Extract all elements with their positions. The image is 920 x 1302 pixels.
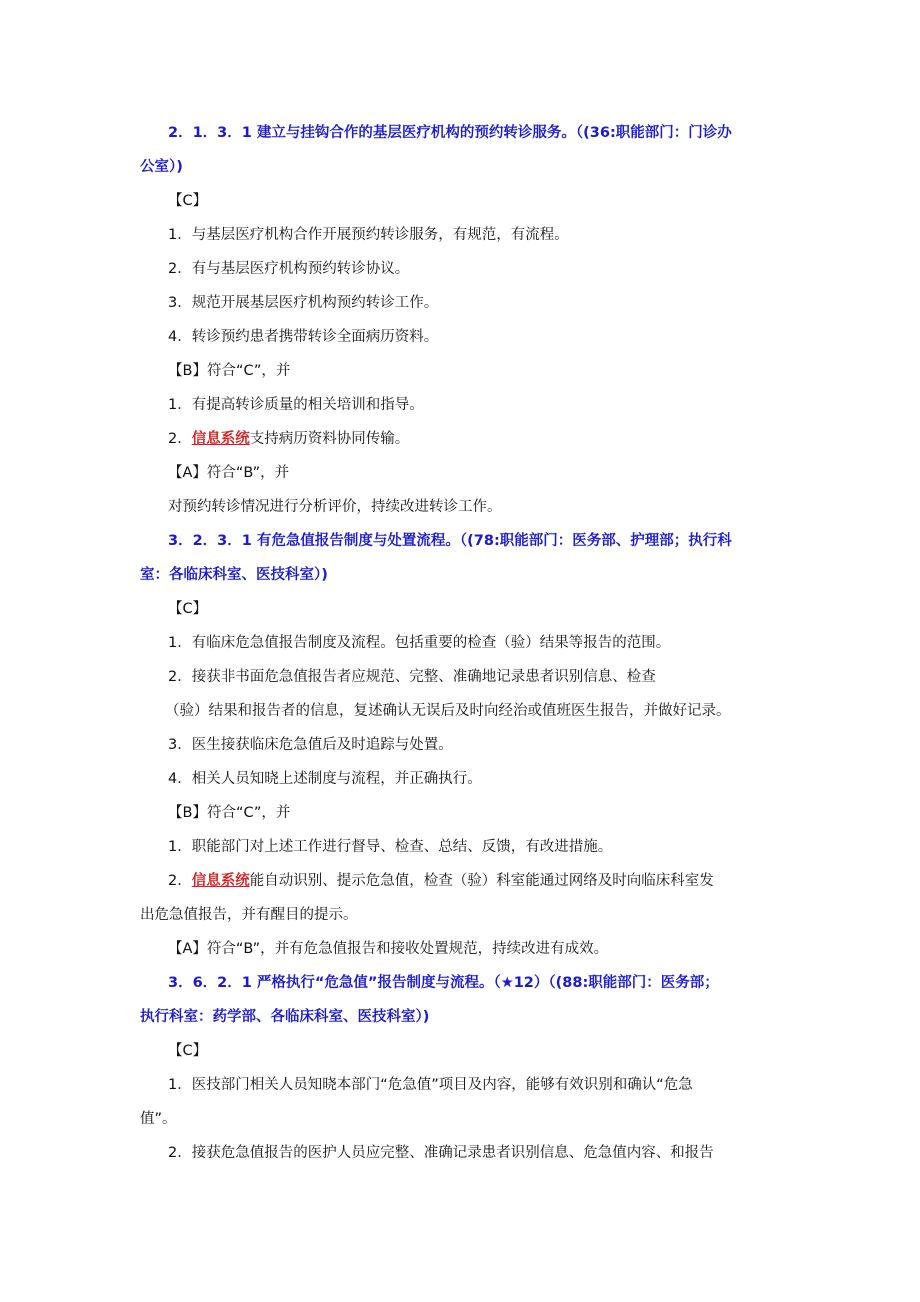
item-text: 支持病历资料协同传输。 bbox=[249, 431, 410, 447]
highlight-term: 信息系统 bbox=[191, 431, 250, 447]
grade-c-label: 【C】 bbox=[168, 601, 208, 617]
item-number: 2． bbox=[168, 431, 192, 447]
list-item bbox=[168, 870, 714, 892]
list-item-cont: （验）结果和报告者的信息，复述确认无误后及时向经治或值班医生报告，并做好记录。 bbox=[165, 703, 731, 719]
list-item bbox=[168, 428, 409, 450]
grade-c-label: 【C】 bbox=[168, 1043, 208, 1059]
list-item: 3．规范开展基层医疗机构预约转诊工作。 bbox=[168, 295, 439, 311]
grade-b-label: 【B】符合“C”，并 bbox=[168, 363, 291, 379]
list-item-cont: 值”。 bbox=[140, 1111, 177, 1127]
section-heading-cont: 公室）) bbox=[140, 159, 183, 175]
list-item: 1．与基层医疗机构合作开展预约转诊服务，有规范，有流程。 bbox=[168, 227, 569, 243]
item-text: 能自动识别、提示危急值，检查（验）科室能通过网络及时向临床科室发 bbox=[249, 873, 714, 889]
list-item: 3．医生接获临床危急值后及时追踪与处置。 bbox=[168, 737, 453, 753]
list-item: 2．有与基层医疗机构预约转诊协议。 bbox=[168, 261, 410, 277]
section-heading-cont: 室：各临床科室、医技科室）) bbox=[140, 567, 328, 583]
list-item-cont: 出危急值报告，并有醒目的提示。 bbox=[140, 907, 358, 923]
list-item: 1．有临床危急值报告制度及流程。包括重要的检查（验）结果等报告的范围。 bbox=[168, 635, 671, 651]
grade-a-label: 【A】符合“B”，并 bbox=[168, 465, 290, 481]
list-item: 1．职能部门对上述工作进行督导、检查、总结、反馈，有改进措施。 bbox=[168, 839, 613, 855]
grade-a-label: 【A】符合“B”，并有危急值报告和接收处置规范，持续改进有成效。 bbox=[168, 941, 609, 957]
grade-c-label: 【C】 bbox=[168, 193, 208, 209]
list-item: 1．有提高转诊质量的相关培训和指导。 bbox=[168, 397, 424, 413]
section-heading: 3．2．3．1 有危急值报告制度与处置流程。（(78:职能部门：医务部、护理部；执行科 bbox=[168, 533, 732, 549]
list-item: 1．医技部门相关人员知晓本部门“危急值”项目及内容，能够有效识别和确认“危急 bbox=[168, 1077, 693, 1093]
list-item: 2．接获非书面危急值报告者应规范、完整、准确地记录患者识别信息、检查 bbox=[168, 669, 656, 685]
list-item: 2．接获危急值报告的医护人员应完整、准确记录患者识别信息、危急值内容、和报告 bbox=[168, 1145, 714, 1161]
section-heading: 3．6．2．1 严格执行“危急值”报告制度与流程。（★12）（(88:职能部门：医务部； bbox=[168, 975, 719, 991]
list-item: 对预约转诊情况进行分析评价，持续改进转诊工作。 bbox=[168, 499, 502, 515]
section-heading: 2．1．3．1 建立与挂钩合作的基层医疗机构的预约转诊服务。（(36:职能部门：门诊办 bbox=[168, 125, 732, 141]
grade-b-label: 【B】符合“C”，并 bbox=[168, 805, 291, 821]
list-item: 4．转诊预约患者携带转诊全面病历资料。 bbox=[168, 329, 439, 345]
item-number: 2． bbox=[168, 873, 192, 889]
highlight-term: 信息系统 bbox=[191, 873, 250, 889]
list-item: 4．相关人员知晓上述制度与流程，并正确执行。 bbox=[168, 771, 482, 787]
section-heading-cont: 执行科室：药学部、各临床科室、医技科室）) bbox=[140, 1009, 430, 1025]
